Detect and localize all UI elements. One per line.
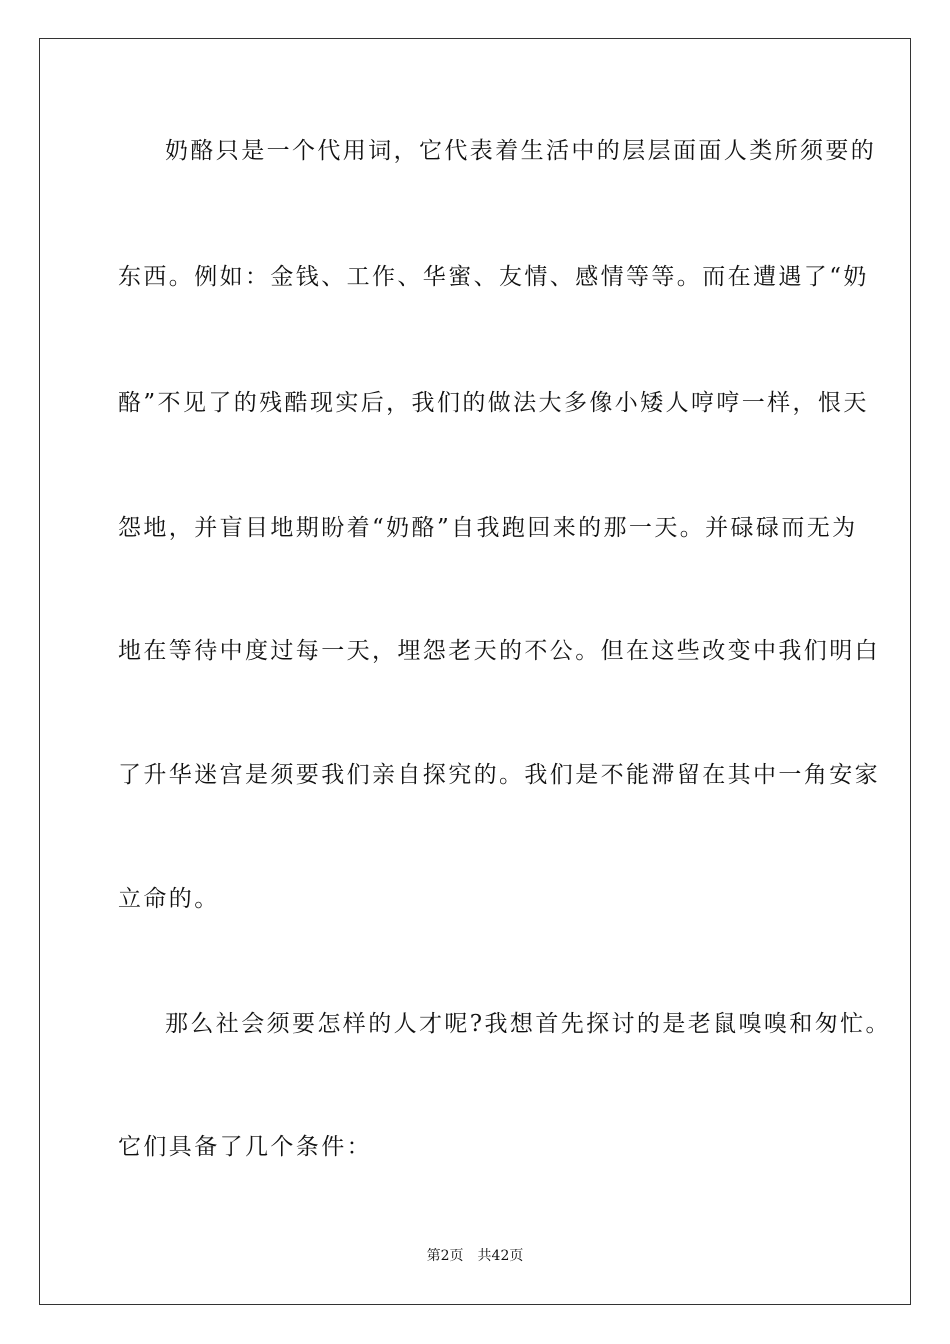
paragraph-line: 地在等待中度过每一天，埋怨老天的不公。但在这些改变中我们明白 xyxy=(118,638,880,664)
paragraph-line: 立命的。 xyxy=(118,886,220,912)
paragraph-line: 它们具备了几个条件： xyxy=(118,1134,372,1160)
page-footer xyxy=(0,1247,950,1265)
paragraph-line: 酪”不见了的残酷现实后，我们的做法大多像小矮人哼哼一样，恨天 xyxy=(118,390,869,416)
page-number: 第2页 xyxy=(426,1248,464,1264)
paragraph-line: 东西。例如：金钱、工作、华蜜、友情、感情等等。而在遭遇了“奶 xyxy=(118,264,869,290)
paragraph-line: 了升华迷宫是须要我们亲自探究的。我们是不能滞留在其中一角安家 xyxy=(118,762,880,788)
page-total: 共42页 xyxy=(477,1248,524,1264)
paragraph-line: 怨地，并盲目地期盼着“奶酪”自我跑回来的那一天。并碌碌而无为 xyxy=(118,515,858,541)
paragraph-line: 那么社会须要怎样的人才呢?我想首先探讨的是老鼠嗅嗅和匆忙。 xyxy=(165,1011,891,1037)
paragraph-line: 奶酪只是一个代用词，它代表着生活中的层层面面人类所须要的 xyxy=(165,138,877,164)
page-border xyxy=(39,38,911,1305)
